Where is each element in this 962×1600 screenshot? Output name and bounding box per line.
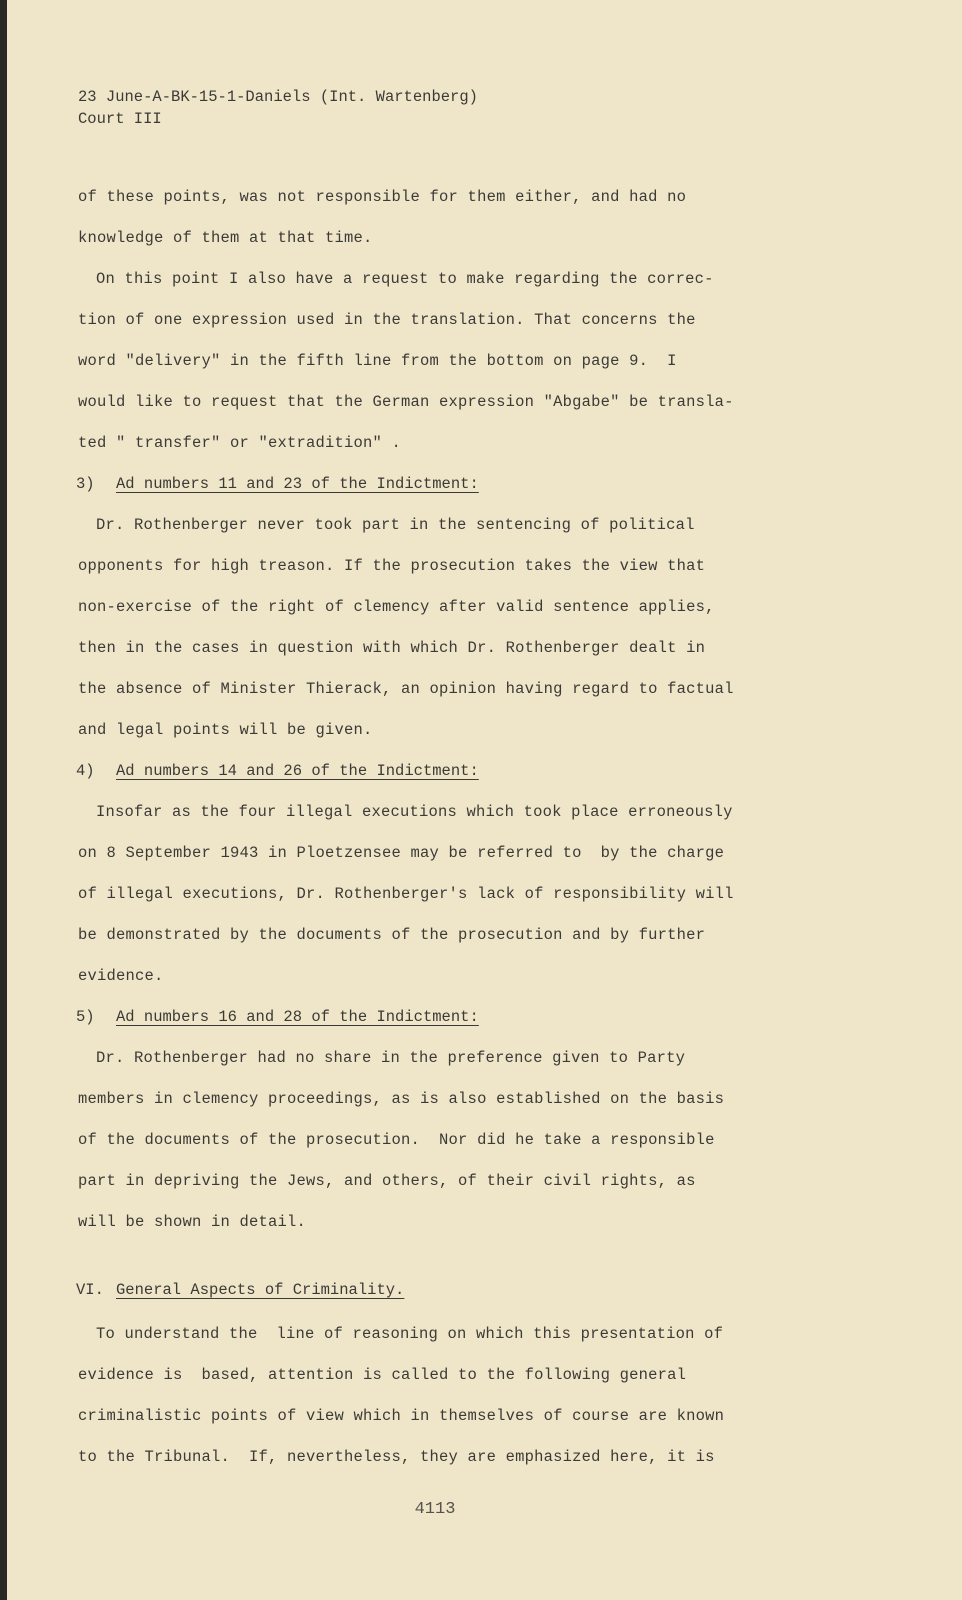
section-heading-5	[76, 1008, 479, 1026]
text-line: of illegal executions, Dr. Rothenberger's lack of responsibility will	[78, 885, 734, 903]
text-line: Dr. Rothenberger never took part in the sentencing of political	[96, 516, 695, 534]
header-line-2: Court III	[78, 110, 162, 128]
text-line: of these points, was not responsible for them either, and had no	[78, 188, 687, 206]
text-line: To understand the line of reasoning on which this presentation of	[96, 1325, 724, 1343]
section-number: 5)	[76, 1008, 95, 1026]
text-line: members in clemency proceedings, as is also established on the basis	[78, 1090, 725, 1108]
text-line: knowledge of them at that time.	[78, 229, 373, 247]
text-line: of the documents of the prosecution. Nor did he take a responsible	[78, 1131, 715, 1149]
text-line: and legal points will be given.	[78, 721, 373, 739]
section-heading-3	[76, 475, 479, 493]
text-line: to the Tribunal. If, nevertheless, they are emphasized here, it is	[78, 1448, 715, 1466]
section-title: Ad numbers 16 and 28 of the Indictment:	[116, 1008, 479, 1026]
text-line: word "delivery" in the fifth line from the bottom on page 9. I	[78, 352, 677, 370]
document-header	[78, 86, 478, 130]
text-line: will be shown in detail.	[78, 1213, 307, 1231]
text-line: Insofar as the four illegal executions which took place erroneously	[96, 803, 733, 821]
text-line: criminalistic points of view which in themselves of course are known	[78, 1407, 725, 1425]
text-line: On this point I also have a request to make regarding the correc-	[96, 270, 714, 288]
text-line: Dr. Rothenberger had no share in the preference given to Party	[96, 1049, 686, 1067]
section-heading-6	[76, 1281, 404, 1299]
section-number: 4)	[76, 762, 95, 780]
section-heading-4	[76, 762, 479, 780]
text-line: on 8 September 1943 in Ploetzensee may be referred to by the charge	[78, 844, 725, 862]
section-number: 3)	[76, 475, 95, 493]
text-line: then in the cases in question with which Dr. Rothenberger dealt in	[78, 639, 706, 657]
text-line: evidence.	[78, 967, 164, 985]
section-title: Ad numbers 14 and 26 of the Indictment:	[116, 762, 479, 780]
text-line: would like to request that the German expression "Abgabe" be transla-	[78, 393, 734, 411]
text-line: tion of one expression used in the translation. That concerns the	[78, 311, 696, 329]
binding-edge	[0, 0, 7, 1600]
section-title: General Aspects of Criminality.	[116, 1281, 405, 1299]
text-line: non-exercise of the right of clemency after valid sentence applies,	[78, 598, 715, 616]
text-line: opponents for high treason. If the prosecution takes the view that	[78, 557, 706, 575]
text-line: the absence of Minister Thierack, an opinion having regard to factual	[78, 680, 734, 698]
text-line: be demonstrated by the documents of the prosecution and by further	[78, 926, 706, 944]
page-number: 4113	[414, 1500, 456, 1519]
text-line: part in depriving the Jews, and others, of their civil rights, as	[78, 1172, 696, 1190]
text-line: evidence is based, attention is called to the following general	[78, 1366, 687, 1384]
section-title: Ad numbers 11 and 23 of the Indictment:	[116, 475, 479, 493]
text-line: ted " transfer" or "extradition" .	[78, 434, 402, 452]
section-number: VI.	[76, 1281, 104, 1299]
header-line-1: 23 June-A-BK-15-1-Daniels (Int. Wartenberg)	[78, 88, 478, 106]
